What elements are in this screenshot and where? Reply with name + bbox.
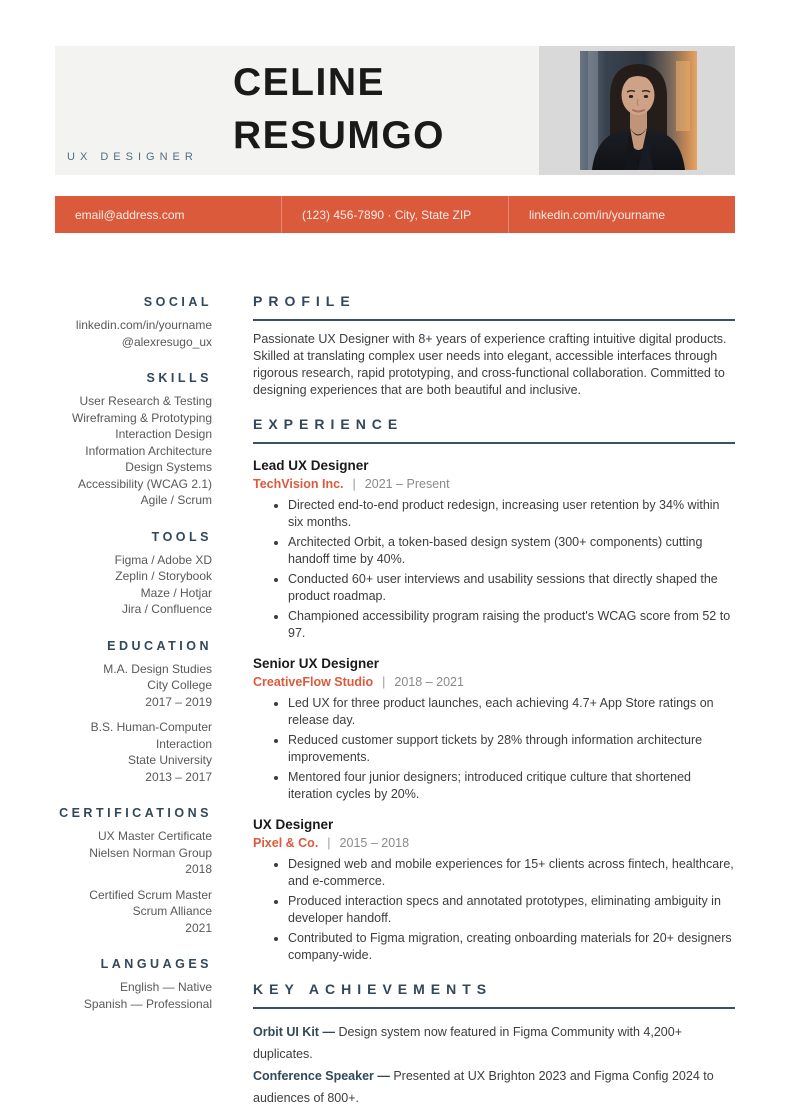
job-meta <box>253 836 735 850</box>
achievement-item <box>253 1065 735 1109</box>
job-title: UX Designer <box>253 817 334 832</box>
job-dates: 2015 – 2018 <box>339 836 410 850</box>
tool-item: Zeplin / Storybook <box>115 569 212 583</box>
certification-name: Certified Scrum Master <box>89 887 212 902</box>
skill-item: User Research & Testing <box>79 394 212 408</box>
job-entry <box>253 656 735 803</box>
skill-item: Agile / Scrum <box>140 493 212 507</box>
job-bullet: • Contributed to Figma migration, creating onboarding materials for 20+ designers company-wide. <box>288 930 735 964</box>
sidebar-title-languages: LANGUAGES <box>100 957 212 971</box>
education-school: State University <box>127 753 212 767</box>
sidebar-title-tools: TOOLS <box>151 529 212 544</box>
job-company: Pixel & Co. <box>253 836 319 850</box>
contact-bar <box>55 196 735 233</box>
sidebar-section-tools <box>55 530 212 618</box>
certification-entry <box>55 887 212 937</box>
sidebar <box>55 295 212 1033</box>
skill-item: Accessibility (WCAG 2.1) <box>77 476 212 491</box>
sidebar-title-education: EDUCATION <box>107 638 212 653</box>
language-item: English — Native <box>119 980 212 994</box>
sidebar-section-languages <box>55 957 212 1012</box>
job-bullet-list <box>253 497 735 642</box>
job-bullet-list <box>253 695 735 803</box>
social-linkedin-link[interactable]: linkedin.com/in/yourname <box>75 318 212 332</box>
sidebar-title-social: SOCIAL <box>143 295 212 309</box>
certification-issuer: Nielsen Norman Group <box>89 845 212 860</box>
social-handle[interactable]: @alexresugo_ux <box>121 334 212 349</box>
contact-phone-location: (123) 456-7890 · City, State ZIP <box>282 196 509 233</box>
sidebar-title-certifications: CERTIFICATIONS <box>59 806 212 820</box>
sidebar-section-certifications <box>55 806 212 936</box>
job-title: Senior UX Designer <box>253 656 380 671</box>
certification-entry <box>55 828 212 878</box>
achievement-item <box>253 1021 735 1065</box>
candidate-name <box>233 56 445 162</box>
job-bullet: • Produced interaction specs and annotated prototypes, eliminating ambiguity in developer handoff. <box>288 893 735 927</box>
role-label: UX DESIGNER <box>67 151 198 163</box>
job-entry <box>253 458 735 642</box>
achievement-lead: Conference Speaker — <box>253 1069 390 1083</box>
job-company: CreativeFlow Studio <box>253 675 374 689</box>
tool-item: Jira / Confluence <box>121 602 212 616</box>
candidate-last-name: RESUMGO <box>233 114 446 157</box>
experience-section-title: EXPERIENCE <box>253 416 404 432</box>
skill-item: Design Systems <box>125 460 212 474</box>
education-degree: M.A. Design Studies <box>103 661 212 676</box>
photo-panel <box>539 46 735 175</box>
certification-year: 2021 <box>185 920 212 935</box>
education-entry <box>55 719 212 785</box>
job-title: Lead UX Designer <box>253 458 369 473</box>
sidebar-section-skills <box>55 371 212 509</box>
job-bullet-list <box>253 856 735 964</box>
certification-name: UX Master Certificate <box>97 829 212 843</box>
profile-photo <box>580 51 697 170</box>
contact-linkedin[interactable]: linkedin.com/in/yourname <box>529 207 666 222</box>
job-dates: 2021 – Present <box>364 477 450 491</box>
section-divider <box>253 319 735 321</box>
profile-summary: Passionate UX Designer with 8+ years of experience crafting intuitive digital products. Skilled at translating complex user needs into elegant, accessible interfaces through rigorous research, rapid prototyping, and cross-functional collaboration. Committed to designing experiences that are both beautiful and inclusive. <box>253 332 727 397</box>
skill-item: Interaction Design <box>115 427 212 441</box>
profile-section-title: PROFILE <box>253 293 356 309</box>
job-bullet: • Architected Orbit, a token-based design system (300+ components) cutting handoff time by 40%. <box>288 534 735 568</box>
education-dates: 2017 – 2019 <box>145 694 212 709</box>
contact-email[interactable]: email@address.com <box>55 196 282 233</box>
skill-item: Information Architecture <box>85 443 212 458</box>
skill-item: Wireframing & Prototyping <box>71 410 212 425</box>
sidebar-section-education <box>55 639 212 786</box>
sidebar-title-skills: SKILLS <box>146 371 212 385</box>
education-school: City College <box>147 678 212 692</box>
education-degree: B.S. Human-Computer Interaction <box>90 720 212 751</box>
meta-separator: | <box>382 675 386 689</box>
job-dates: 2018 – 2021 <box>394 675 464 689</box>
job-bullet: • Reduced customer support tickets by 28% through information architecture improvements. <box>288 732 735 766</box>
section-divider <box>253 1007 735 1009</box>
main-column <box>253 293 735 1109</box>
language-item: Spanish — Professional <box>83 996 212 1011</box>
education-entry <box>55 661 212 711</box>
certification-issuer: Scrum Alliance <box>132 904 212 918</box>
achievement-text: Presented at UX Brighton 2023 and Figma Config 2024 to audiences of 800+. <box>253 1069 714 1105</box>
sidebar-section-social <box>55 295 212 350</box>
candidate-first-name: CELINE <box>233 61 386 104</box>
job-bullet: • Directed end-to-end product redesign, increasing user retention by 34% within six months. <box>288 497 735 531</box>
achievements-list <box>253 1021 735 1109</box>
achievement-text: Design system now featured in Figma Community with 4,200+ duplicates. <box>253 1025 682 1061</box>
header-band <box>55 46 735 175</box>
job-company: TechVision Inc. <box>253 477 344 491</box>
education-dates: 2013 – 2017 <box>145 769 212 784</box>
job-bullet: • Conducted 60+ user interviews and usability sessions that directly shaped the product roadmap. <box>288 571 735 605</box>
job-meta <box>253 675 735 689</box>
job-bullet: • Designed web and mobile experiences for 15+ clients across fintech, healthcare, and e-commerce. <box>288 856 735 890</box>
tool-item: Maze / Hotjar <box>140 585 212 600</box>
section-divider <box>253 442 735 444</box>
tool-item: Figma / Adobe XD <box>114 552 212 567</box>
job-entry <box>253 817 735 964</box>
achievement-lead: Orbit UI Kit — <box>253 1025 335 1039</box>
meta-separator: | <box>327 836 331 850</box>
job-bullet: • Mentored four junior designers; introduced critique culture that shortened iteration cycles by 20%. <box>288 769 735 803</box>
job-meta <box>253 477 735 491</box>
job-bullet: • Led UX for three product launches, each achieving 4.7+ App Store ratings on release day. <box>288 695 735 729</box>
meta-separator: | <box>352 477 356 491</box>
achievements-section-title: KEY ACHIEVEMENTS <box>253 981 493 997</box>
certification-year: 2018 <box>185 862 212 876</box>
job-bullet: • Championed accessibility program raising the product's WCAG score from 52 to 97. <box>288 608 735 642</box>
